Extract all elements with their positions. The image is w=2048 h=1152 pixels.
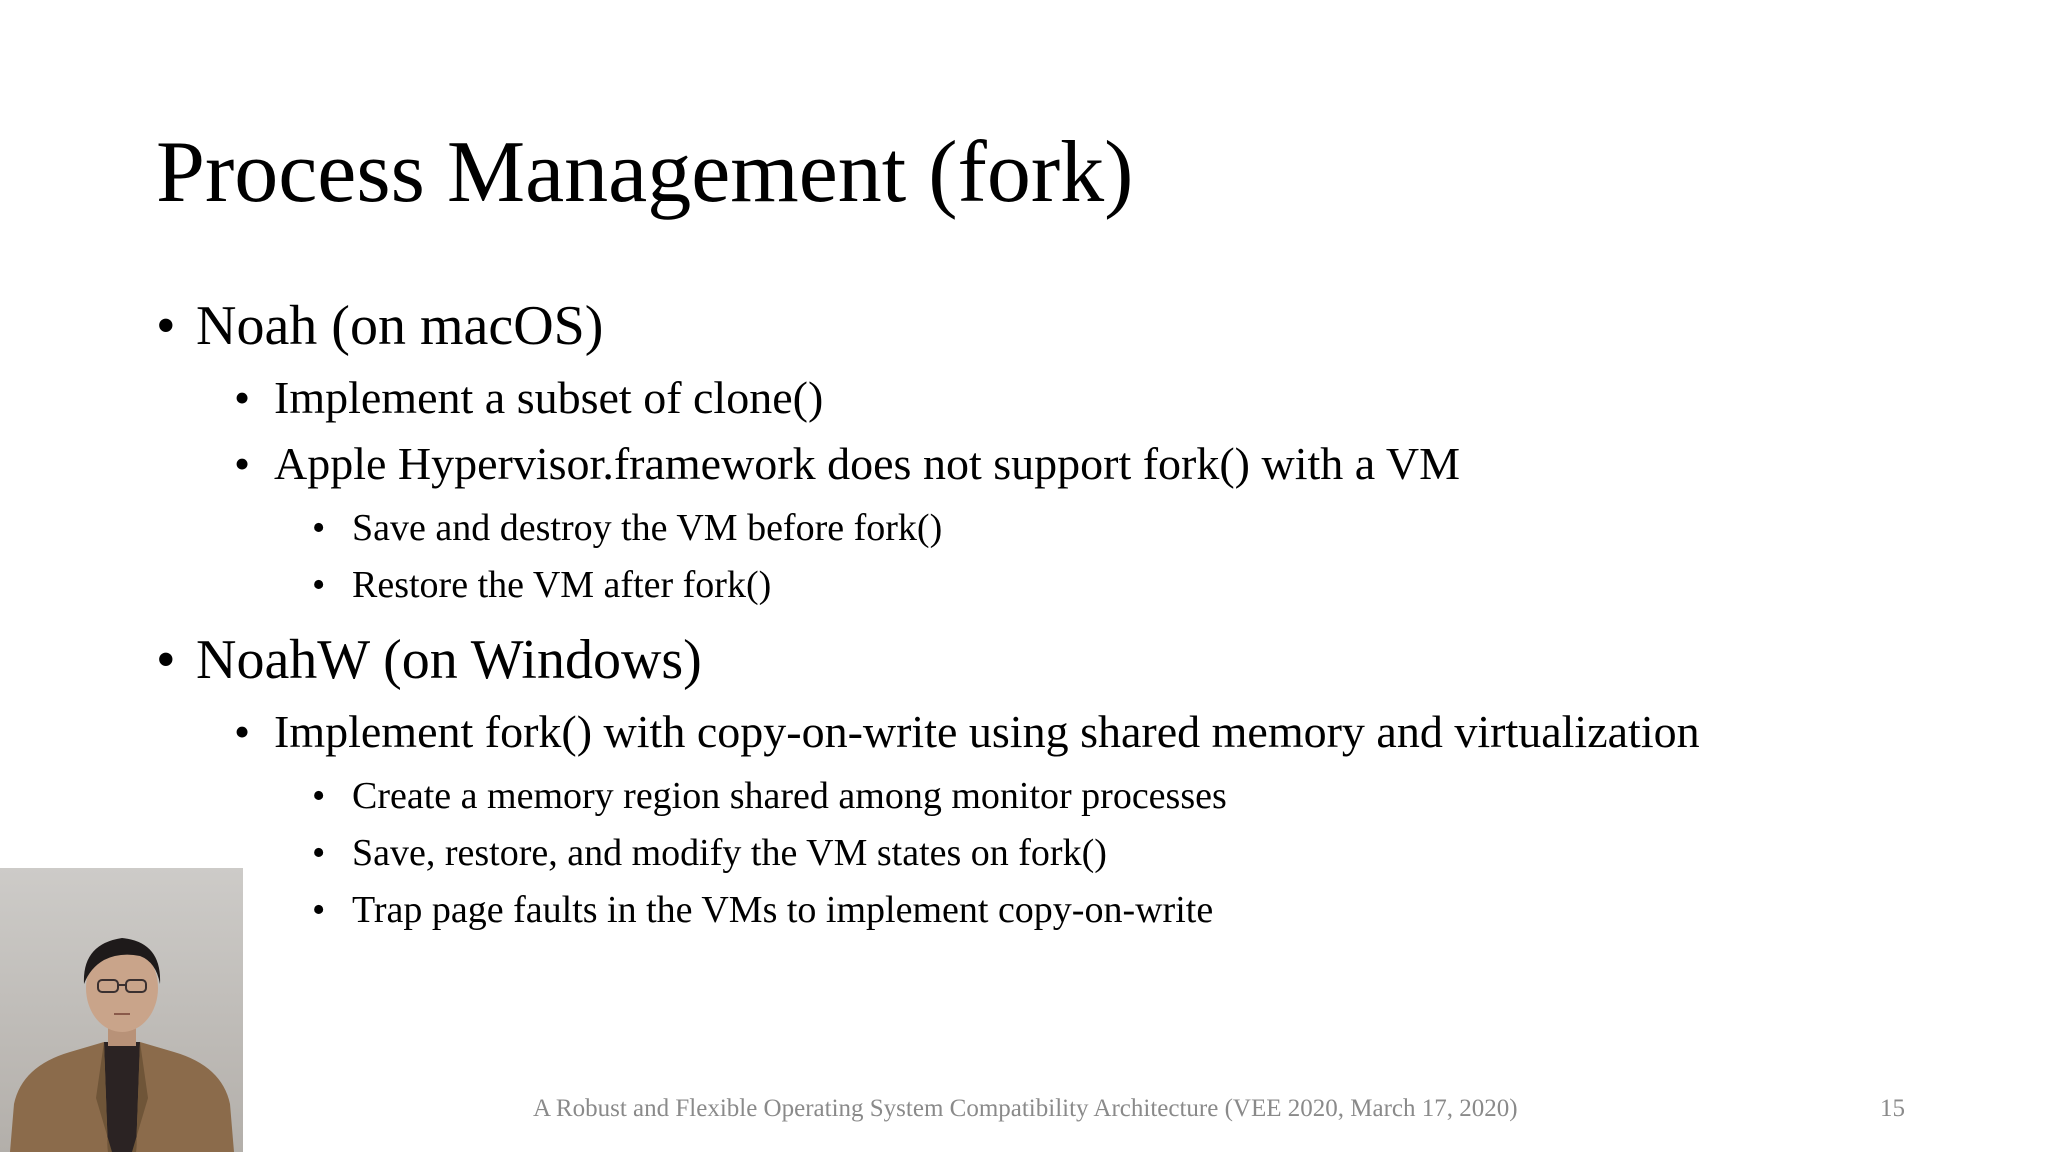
bullet-dot: •: [156, 629, 176, 691]
bullet-text: Implement fork() with copy-on-write using shared memory and virtualization: [274, 706, 1700, 757]
slide-footer: A Robust and Flexible Operating System Compatibility Architecture (VEE 2020, March 17, 2020): [533, 1095, 1518, 1122]
bullet-text: Save, restore, and modify the VM states on fork(): [352, 832, 1107, 874]
bullet-dot: •: [312, 889, 326, 931]
presenter-video-icon: [0, 868, 243, 1152]
bullet-dot: •: [234, 372, 251, 423]
bullet-text: NoahW (on Windows): [196, 629, 702, 691]
bullet-text: Apple Hypervisor.framework does not support fork() with a VM: [274, 438, 1460, 489]
bullet-dot: •: [312, 832, 326, 874]
bullet-text: Save and destroy the VM before fork(): [352, 507, 943, 549]
bullet-dot: •: [234, 706, 251, 757]
bullet-text: Restore the VM after fork(): [352, 564, 772, 606]
page-number: 15: [1880, 1095, 1905, 1122]
bullet-text: Create a memory region shared among monitor processes: [352, 775, 1227, 817]
bullet-text: Noah (on macOS): [196, 295, 604, 357]
bullet-dot: •: [156, 295, 176, 357]
bullet-dot: •: [312, 775, 326, 817]
slide-title: Process Management (fork): [156, 124, 1134, 221]
bullet-text: Trap page faults in the VMs to implement copy-on-write: [352, 889, 1214, 931]
bullet-dot: •: [312, 564, 326, 606]
bullet-dot: •: [234, 438, 251, 489]
bullet-dot: •: [312, 507, 326, 549]
presenter-video: [0, 868, 243, 1152]
bullet-text: Implement a subset of clone(): [274, 372, 824, 423]
